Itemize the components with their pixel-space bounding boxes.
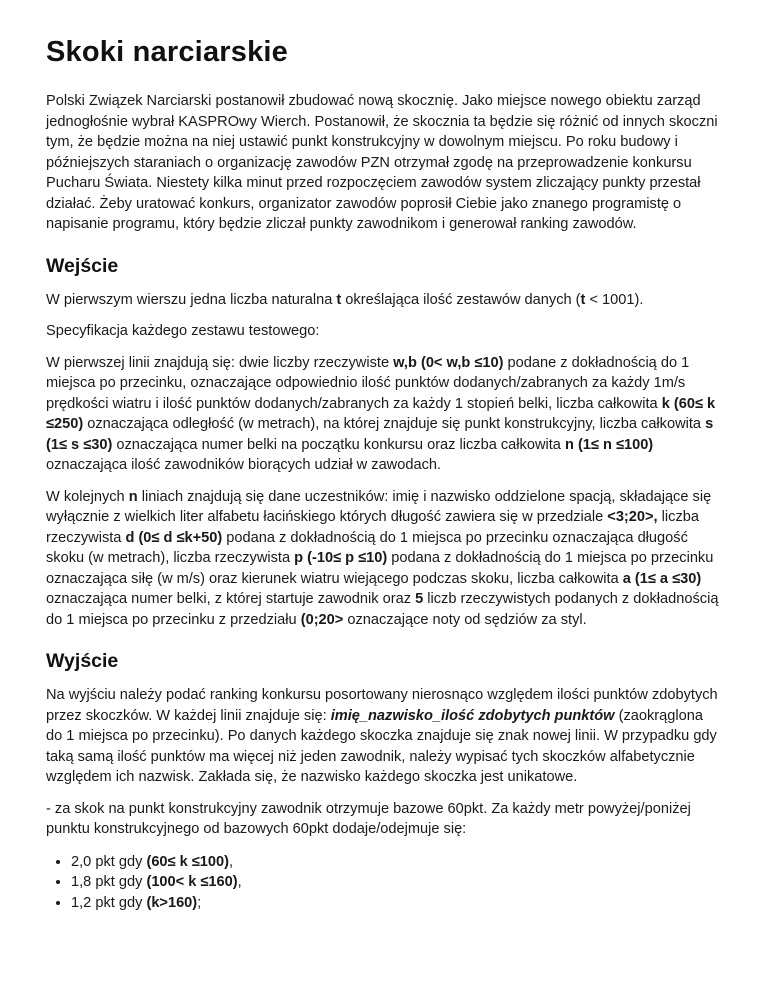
list-item: • 1,2 pkt gdy (k>160);: [71, 893, 722, 914]
intro-paragraph: Polski Związek Narciarski postanowił zbudować nową skocznię. Jako miejsce nowego obiektu zarząd jednogłośnie wybrał KASPROwy Wierch. Postanowił, że skocznia ta będzie się różnić od innych skoczni tym, że będzie można na niej ustawić punkt konstrukcyjny w dowolnym miejscu. Po roku budowy i późniejszych staraniach o organizację zawodów PZN otrzymał zgodę na przeprowadzenie konkursu Pucharu Świata. Niestety kilka minut przed rozpoczęciem zawodów system zliczający punkty przestał działać. Żeby uratować konkurs, organizator zawodów poprosił Ciebie jako znanego programistę o napisanie programu, który będzie zliczał punkty zawodnikom i generował ranking zawodów.: [46, 93, 718, 232]
output-paragraph-1: Na wyjściu należy podać ranking konkursu posortowany nierosnąco względem ilości punktów zdobytych przez skoczków. W każdej linii znajduje się: imię_nazwisko_ilość zdobytych punktów (zaokrąglona do 1 miejsca po przecinku). Po danych każdego skoczka znajduje się znak nowej linii. W przypadku gdy taką samą ilość punktów ma więcej niż jeden zawodnik, należy wypisać tych skoczków alfabetycznie względem ich nazwisk. Zakłada się, że nazwisko każdego skoczka jest unikatowe.: [46, 687, 718, 785]
input-paragraph-1: W pierwszym wierszu jedna liczba naturalna t określająca ilość zestawów danych (t < 1001).: [46, 291, 644, 308]
input-paragraph-3: W pierwszej linii znajdują się: dwie liczby rzeczywiste w,b (0< w,b ≤10) podane z dokładnością do 1 miejsca po przecinku, oznaczające odpowiednio ilość punktów dodanych/zabranych za każdy 1m/s prędkości wiatru i ilość punktów dodanych/zabranych za każdy 1 stopień belki, liczba całkowita k (60≤ k ≤250) oznaczająca odległość (w metrach), na której znajduje się punkt konstrukcyjny, liczba całkowita s (1≤ s ≤30) oznaczająca numer belki na początku konkursu oraz liczba całkowita n (1≤ n ≤100) oznaczająca ilość zawodników biorących udział w zawodach.: [46, 354, 716, 473]
input-heading: Wejście: [46, 254, 119, 277]
page-title: Skoki narciarskie: [46, 36, 288, 68]
list-item: • 1,8 pkt gdy (100< k ≤160),: [71, 872, 722, 893]
list-item: • 2,0 pkt gdy (60≤ k ≤100),: [71, 852, 722, 873]
output-heading: Wyjście: [46, 650, 119, 672]
input-paragraph-4: W kolejnych n liniach znajdują się dane uczestników: imię i nazwisko oddzielone spacją, składające się wyłącznie z wielkich liter alfabetu łacińskiego których długość zawiera się w przedziale <3;20>, liczba rzeczywista d (0≤ d ≤k+50) podana z dokładnością do 1 miejsca po przecinku oznaczająca długość skoku (w metrach), liczba rzeczywista p (-10≤ p ≤10) podana z dokładnością do 1 miejsca po przecinku oznaczająca siłę (w m/s) oraz kierunek wiatru wiejącego podczas skoku, liczba całkowita a (1≤ a ≤30) oznaczająca numer belki, z której startuje zawodnik oraz 5 liczb rzeczywistych podanych z dokładnością do 1 miejsca po przecinku z przedziału (0;20> oznaczające noty od sędziów za styl.: [46, 488, 719, 628]
points-list: [46, 852, 722, 914]
input-paragraph-2: Specyfikacja każdego zestawu testowego:: [46, 323, 320, 339]
output-paragraph-2: - za skok na punkt konstrukcyjny zawodnik otrzymuje bazowe 60pkt. Za każdy metr powyżej/poniżej punktu konstrukcyjnego od bazowych 60pkt dodaje/odejmuje się:: [46, 800, 691, 837]
